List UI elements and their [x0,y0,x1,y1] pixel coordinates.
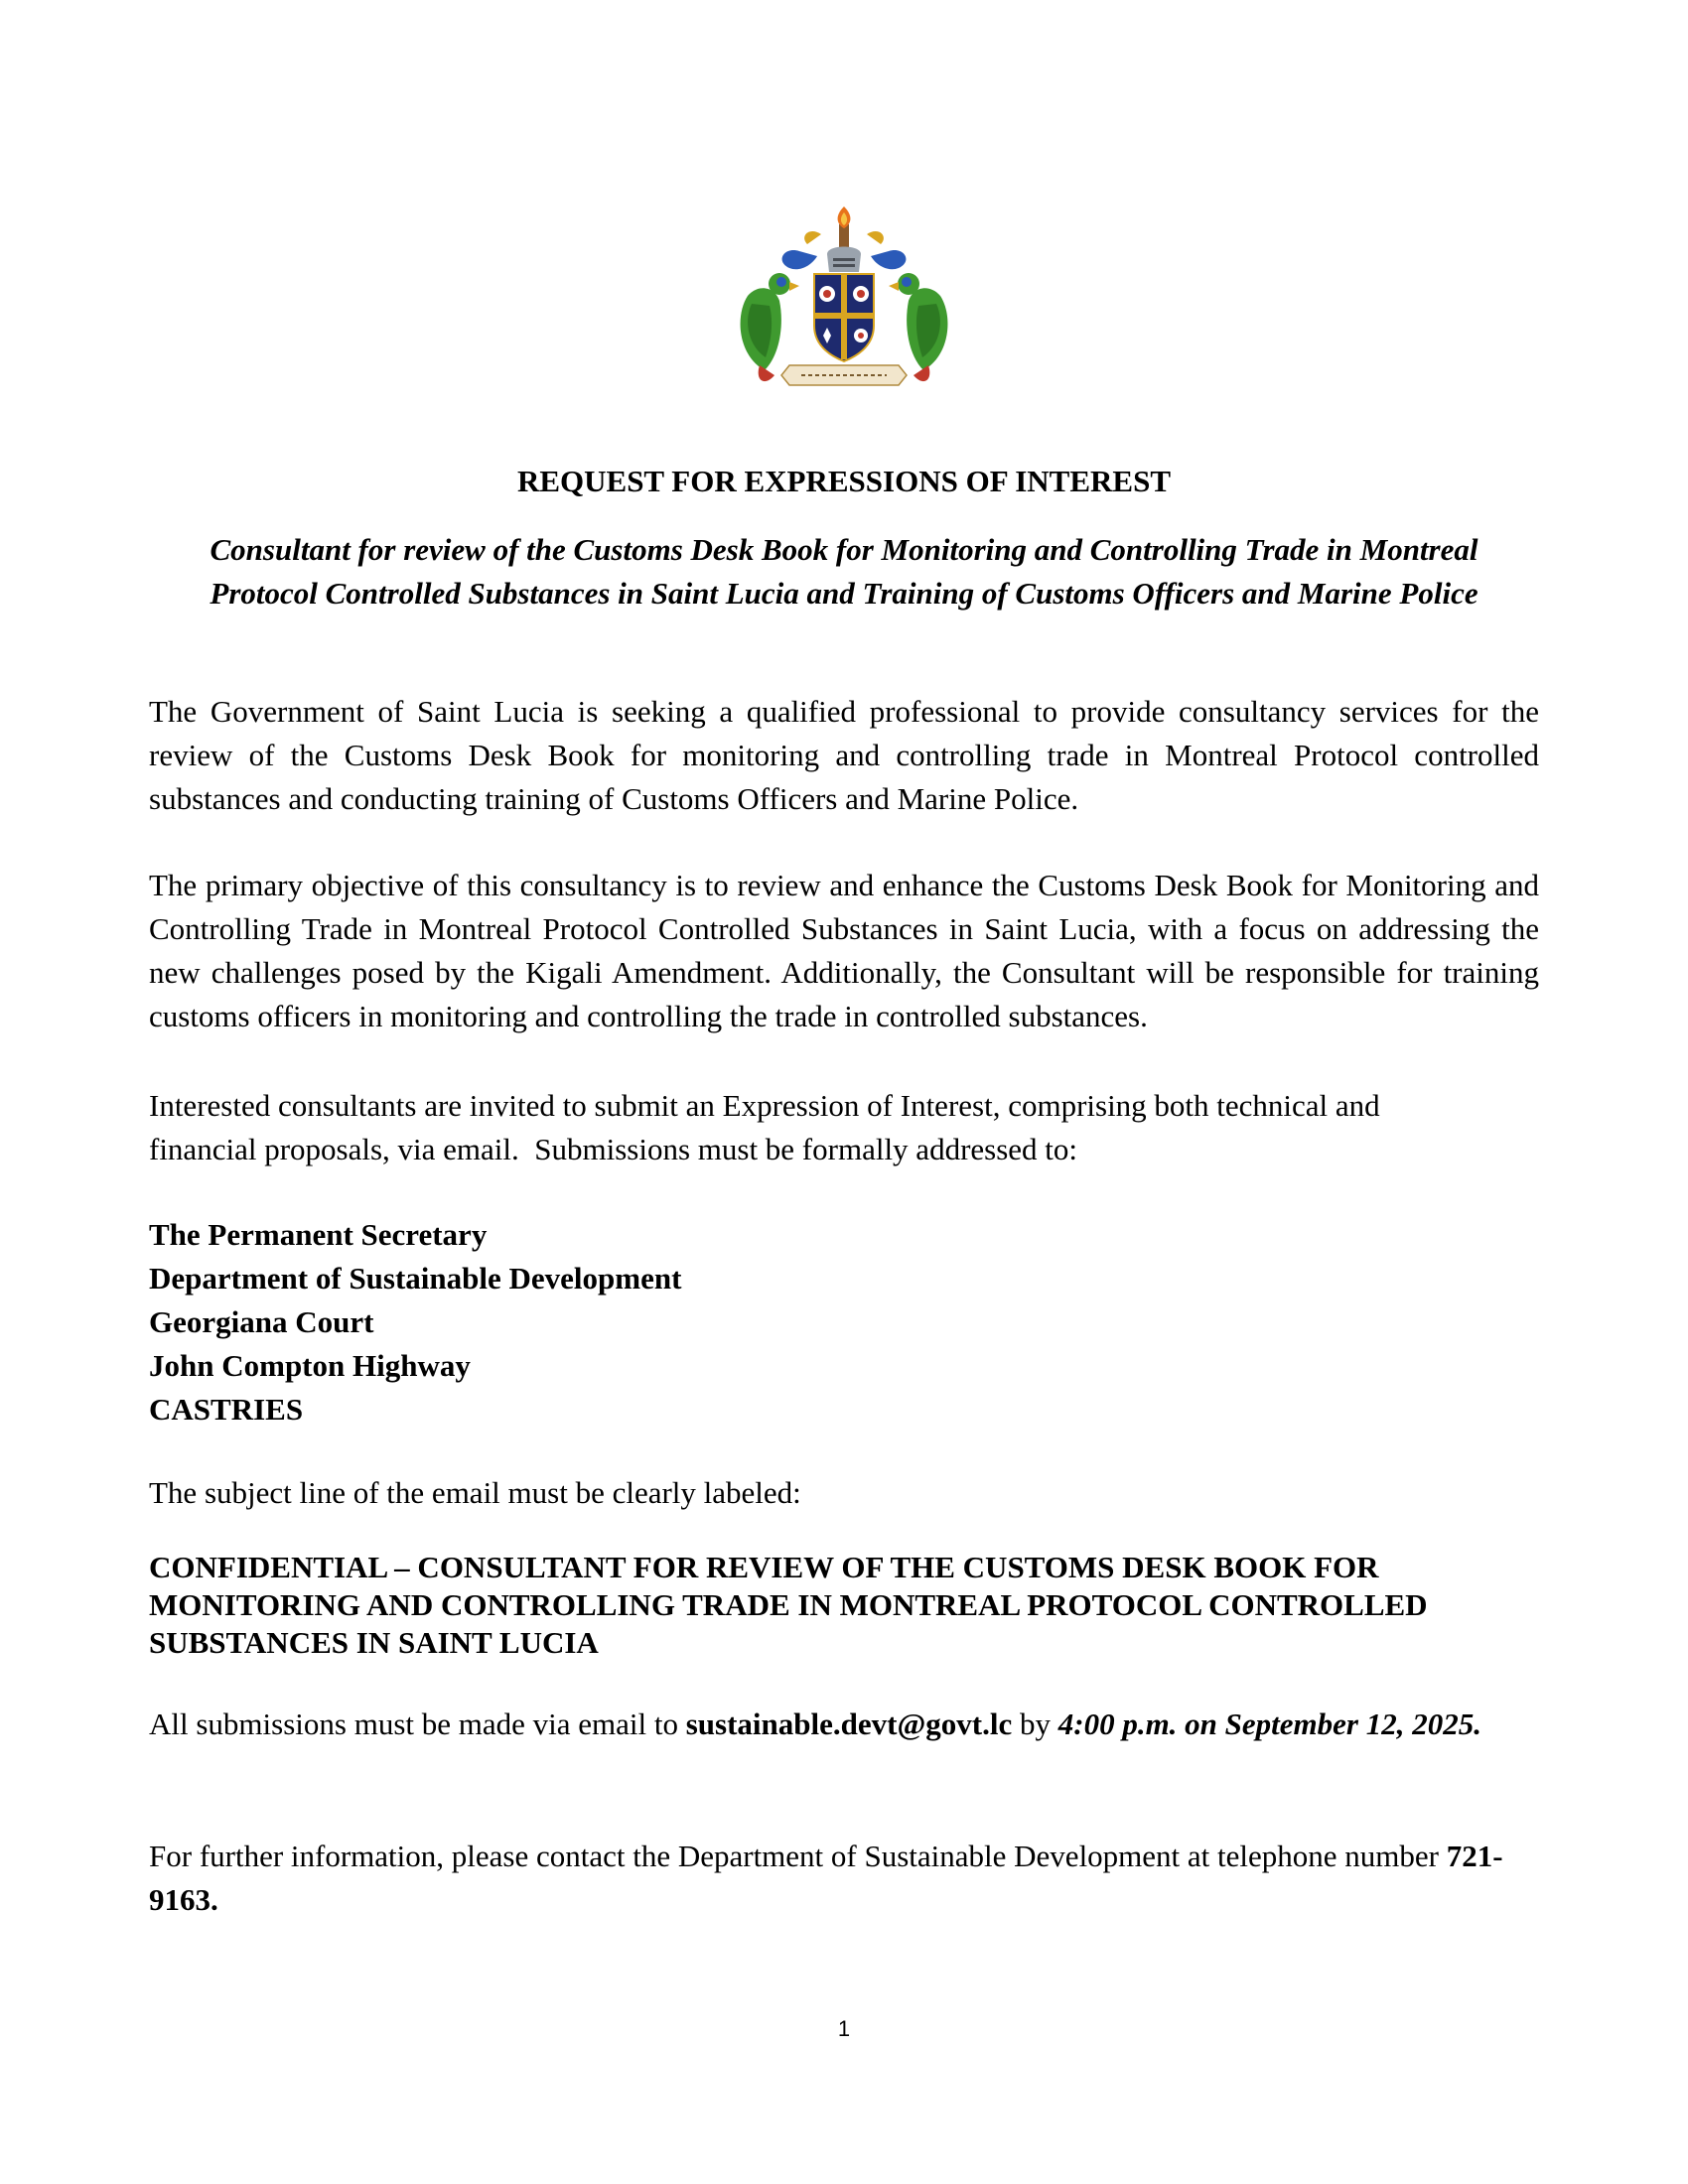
address-line: Department of Sustainable Development [149,1261,682,1296]
subtitle-line: Protocol Controlled Substances in Saint Lucia and Training of Customs Officers and Marine Police [210,576,1478,611]
invitation-line: Interested consultants are invited to submit an Expression of Interest, comprising both technical and [149,1088,1380,1123]
coat-of-arms-icon [730,206,958,390]
submission-paragraph [149,1703,1539,1746]
submission-email-link[interactable]: sustainable.devt@govt.lc [685,1706,1013,1741]
submission-by: by [1012,1706,1058,1741]
address-line: The Permanent Secretary [149,1217,488,1252]
address-line: CASTRIES [149,1392,304,1427]
invitation-line: financial proposals, via email. Submissions must be formally addressed to: [149,1132,1078,1166]
document-title: REQUEST FOR EXPRESSIONS OF INTEREST [516,464,1172,498]
contact-text: For further information, please contact the Department of Sustainable Development at telephone number [149,1839,1447,1873]
intro-paragraph: The Government of Saint Lucia is seeking a qualified professional to provide consultancy services for the review of the Customs Desk Book for monitoring and controlling trade in Montreal Protocol controlled substances and conducting training of Customs Officers and Marine Police. [149,694,1539,816]
subject-line: MONITORING AND CONTROLLING TRADE IN MONTREAL PROTOCOL CONTROLLED [149,1587,1428,1622]
invitation-paragraph [149,1084,1539,1171]
contact-paragraph [149,1835,1539,1922]
submission-prefix: All submissions must be made via email to [149,1706,686,1741]
submission-deadline: 4:00 p.m. on September 12, 2025. [1057,1706,1481,1741]
address-line: John Compton Highway [149,1348,471,1383]
page-number: 1 [837,2016,851,2041]
recipient-address [149,1213,681,1432]
subject-line: CONFIDENTIAL – CONSULTANT FOR REVIEW OF THE CUSTOMS DESK BOOK FOR [149,1550,1379,1584]
email-subject-line [149,1549,1539,1662]
subtitle-line: Consultant for review of the Customs Desk Book for Monitoring and Controlling Trade in Montreal [210,532,1478,567]
subject-line: SUBSTANCES IN SAINT LUCIA [149,1625,599,1660]
objective-paragraph: The primary objective of this consultancy is to review and enhance the Customs Desk Book for Monitoring and Controlling Trade in Montreal Protocol Controlled Substances in Saint Lucia, with a focus on addressing the new challenges posed by the Kigali Amendment. Additionally, the Consultant will be responsible for training customs officers in monitoring and controlling the trade in controlled substances. [149,868,1539,1033]
subject-intro-text: The subject line of the email must be clearly labeled: [149,1475,801,1510]
address-line: Georgiana Court [149,1304,374,1339]
document-subtitle [149,528,1539,615]
contact-phone: 721-9163. [149,1839,1503,1917]
